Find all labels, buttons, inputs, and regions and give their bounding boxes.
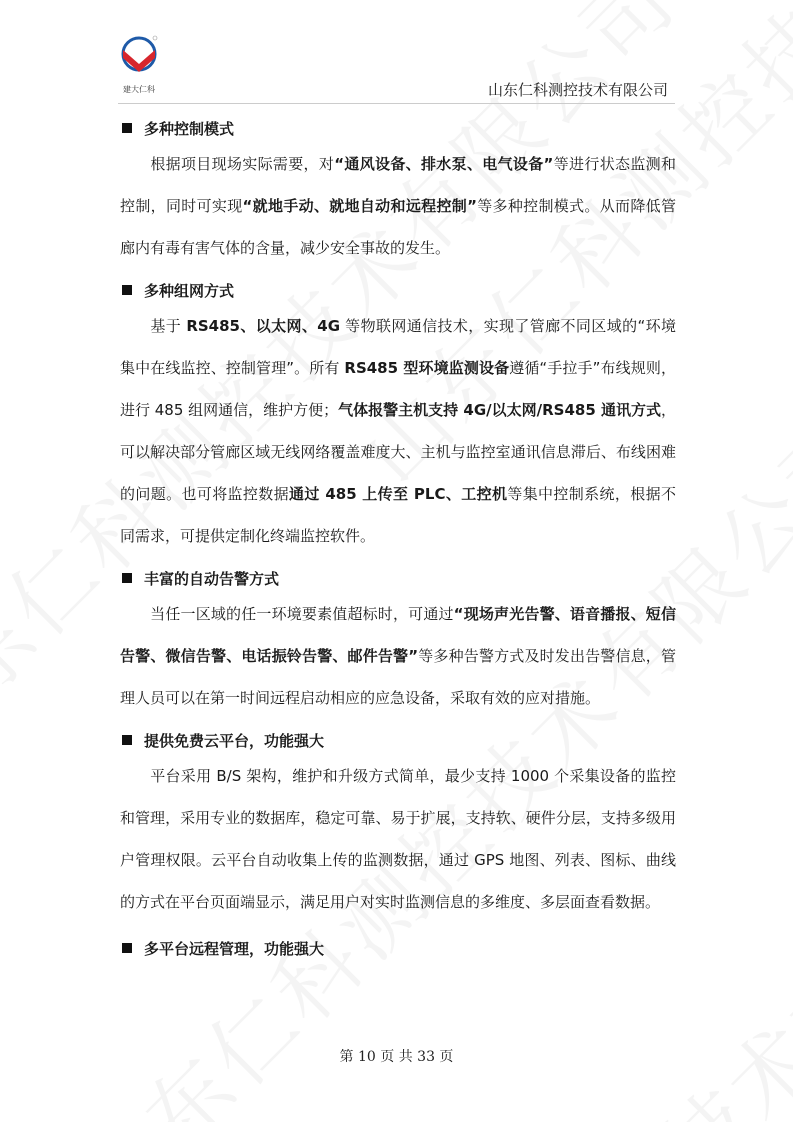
body-paragraph xyxy=(120,143,676,269)
document-body xyxy=(120,113,676,969)
section-heading xyxy=(120,275,676,305)
body-paragraph xyxy=(120,593,676,719)
section-heading xyxy=(120,933,676,963)
paragraph-text: 等集中控制系统，根据不同需求，可提供定制化终端监控软件。 xyxy=(120,485,676,545)
company-name: 山东仁科测控技术有限公司 xyxy=(487,81,668,99)
square-bullet-icon xyxy=(122,735,132,745)
section-title: 多种组网方式 xyxy=(144,281,235,300)
paragraph-text: 基于 xyxy=(150,317,187,335)
emphasized-text: “现场声光告警、语音播报、短信告警、微信告警、电话振铃告警、邮件告警” xyxy=(120,605,676,665)
paragraph-text: 等多种控制模式。从而降低管廊内有毒有害气体的含量，减少安全事故的发生。 xyxy=(120,197,676,257)
section-heading xyxy=(120,725,676,755)
header-divider xyxy=(118,103,675,104)
paragraph-text: 根据项目现场实际需要，对 xyxy=(150,155,335,173)
emphasized-text: 通过 485 上传至 PLC、工控机 xyxy=(289,485,508,503)
paragraph-text: 平台采用 B/S 架构，维护和升级方式简单，最少支持 1000 个采集设备的监控和管理，采用专业的数据库，稳定可靠、易于扩展，支持软、硬件分层，支持多级用户管理权限。云平台自动收集上传的监测数据，通过 GPS 地图、列表、图标、曲线的方式在平台页面端显示，满足用户对实时监测信息的多维度、多层面查看数据。 xyxy=(120,767,676,911)
paragraph-text: ，可以解决部分管廊区域无线网络覆盖难度大、主机与监控室通讯信息滞后、布线困难的问题。也可将监控数据 xyxy=(120,401,677,503)
section-heading xyxy=(120,113,676,143)
section-title: 提供免费云平台，功能强大 xyxy=(144,731,325,750)
square-bullet-icon xyxy=(122,285,132,295)
square-bullet-icon xyxy=(122,123,132,133)
emphasized-text: “通风设备、排水泵、电气设备” xyxy=(334,155,554,173)
section-heading xyxy=(120,563,676,593)
emphasized-text: 气体报警主机支持 4G/以太网/RS485 通讯方式 xyxy=(338,401,661,419)
page-number: 第 10 页 共 33 页 xyxy=(339,1049,454,1065)
paragraph-text: 等进行状态监测和控制，同时可实现 xyxy=(120,155,676,215)
body-paragraph xyxy=(120,305,676,557)
body-paragraph xyxy=(120,755,676,923)
emphasized-text: “就地手动、就地自动和远程控制” xyxy=(242,197,477,215)
section-title: 丰富的自动告警方式 xyxy=(144,569,280,588)
paragraph-text: 等物联网通信技术，实现了管廊不同区域的“环境集中在线监控、控制管理”。所有 xyxy=(120,317,676,377)
emphasized-text: RS485、以太网、4G xyxy=(186,317,341,335)
section-title: 多种控制模式 xyxy=(144,119,235,138)
paragraph-text: 遵循“手拉手”布线规则，进行 485 组网通信，维护方便； xyxy=(120,359,677,419)
logo-caption: 建大仁科 xyxy=(123,85,155,94)
emphasized-text: RS485 型环境监测设备 xyxy=(344,359,510,377)
square-bullet-icon xyxy=(122,943,132,953)
square-bullet-icon xyxy=(122,573,132,583)
section-title: 多平台远程管理，功能强大 xyxy=(144,939,325,958)
paragraph-text: 等多种告警方式及时发出告警信息，管理人员可以在第一时间远程启动相应的应急设备，采取有效的应对措施。 xyxy=(120,647,676,707)
paragraph-text: 当任一区域的任一环境要素值超标时，可通过 xyxy=(150,605,454,623)
